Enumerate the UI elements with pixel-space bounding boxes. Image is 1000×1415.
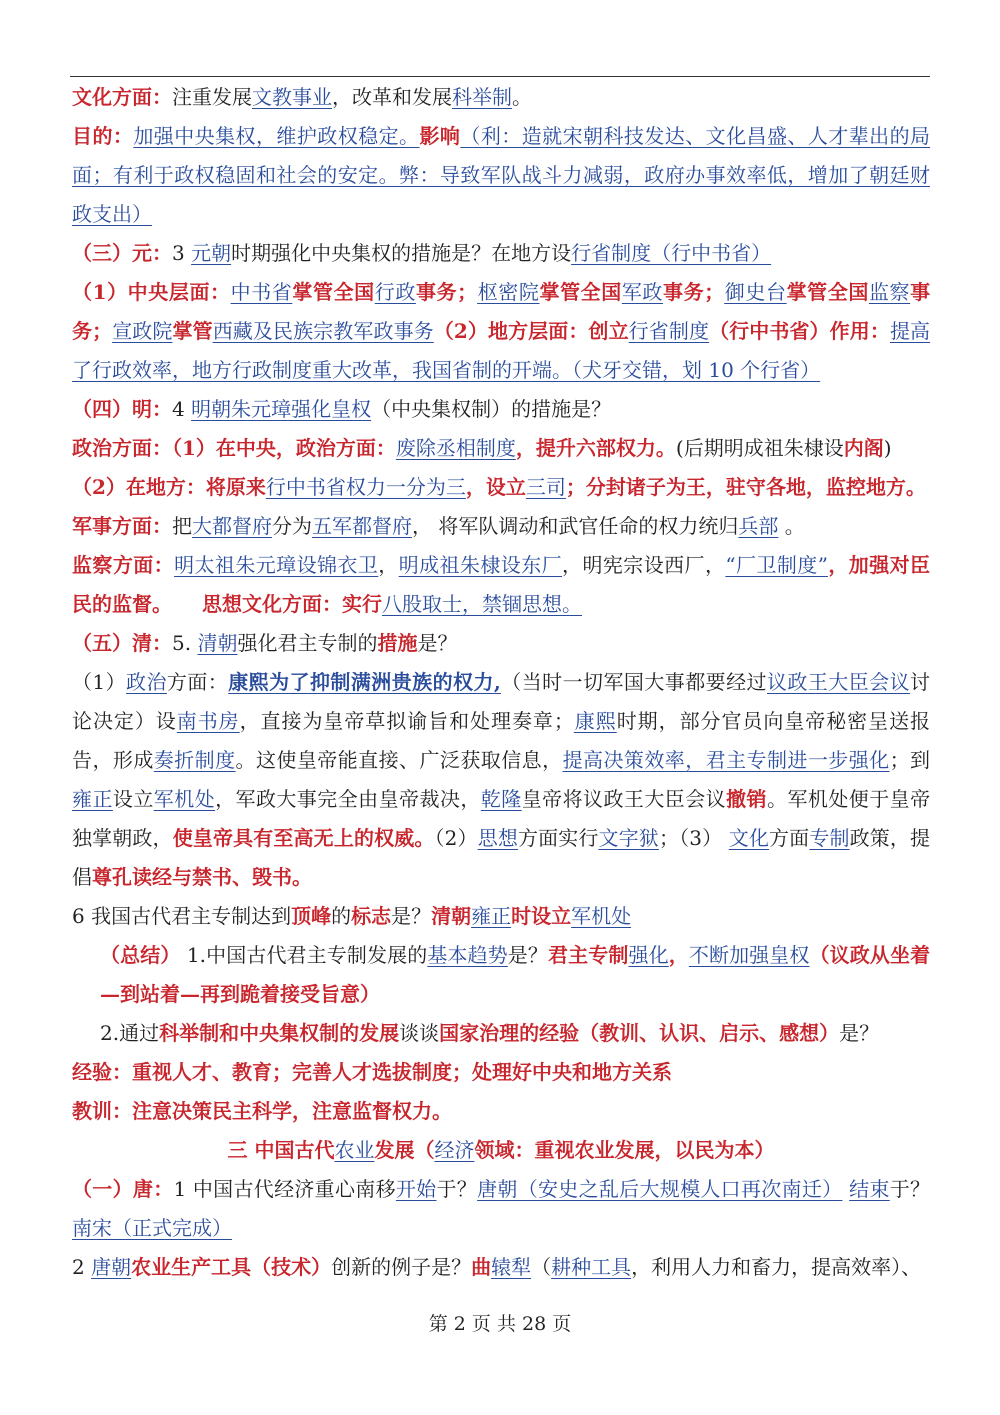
keyword: “厂卫制度” bbox=[725, 553, 828, 577]
text-span: ；到 bbox=[889, 748, 931, 772]
keyword: 八股取士，禁锢思想。 bbox=[382, 592, 582, 616]
keyword: 御史台 bbox=[724, 280, 787, 304]
answer-text: 掌管全国 bbox=[292, 280, 375, 304]
keyword: 唐朝 bbox=[91, 1255, 132, 1279]
keyword: 西藏及民族宗教军政事务 bbox=[212, 319, 434, 343]
text-span: 方面 bbox=[769, 826, 810, 850]
text-span: 。 bbox=[778, 514, 805, 538]
keyword: 军机处 bbox=[571, 904, 632, 928]
keyword: 议政王大臣会议 bbox=[766, 670, 911, 694]
answer-text: 掌管全国 bbox=[786, 280, 869, 304]
answer-text: （2）地方层面：创立 bbox=[433, 319, 629, 343]
answer-text: 使皇帝具有至高无上的权威。 bbox=[172, 826, 435, 850]
keyword: 监察 bbox=[868, 280, 911, 304]
keyword: 基本趋势 bbox=[427, 943, 508, 967]
keyword: 思想 bbox=[477, 826, 518, 850]
keyword: 唐朝（安史之乱后大规模人口再次南迁） bbox=[477, 1177, 843, 1201]
text-span: 政策，提倡 bbox=[72, 826, 931, 889]
text-span: （2） bbox=[434, 826, 478, 850]
impact-label: 影响 bbox=[419, 124, 461, 148]
keyword: 明太祖朱元璋设锦衣卫 bbox=[174, 553, 379, 577]
keyword: 行中书省权力一分为三 bbox=[265, 475, 466, 499]
text-span: ， 将军队调动和武官任命的权力统归 bbox=[412, 514, 739, 538]
keyword: 经济 bbox=[434, 1138, 475, 1162]
answer-text: 掌管全国 bbox=[539, 280, 622, 304]
keyword: 军机处 bbox=[153, 787, 216, 811]
keyword: 文教事业 bbox=[252, 85, 332, 109]
answer-text: 思想文化方面：实行 bbox=[202, 592, 382, 616]
answer-text: 掌管 bbox=[172, 319, 213, 343]
answer-text: 时设立 bbox=[511, 904, 572, 928]
section-label: （四）明： bbox=[72, 397, 172, 421]
section-label: （五）清： bbox=[72, 631, 172, 655]
text-span: 时期强化中央集权的措施是？在地方设 bbox=[231, 241, 572, 265]
experience-line: 经验：重视人才、教育；完善人才选拔制度；处理好中央和地方关系 bbox=[72, 1060, 672, 1084]
text-span: 把 bbox=[172, 514, 192, 538]
keyword: 五军都督府 bbox=[312, 514, 412, 538]
answer-text: 撤销 bbox=[726, 787, 767, 811]
text-span: ，利用人力和畜力，提高效率）、 bbox=[631, 1255, 922, 1279]
keyword: 军政 bbox=[621, 280, 664, 304]
text-span: 4 bbox=[172, 397, 192, 421]
text-span: 皇帝将议政王大臣会议 bbox=[521, 787, 727, 811]
answer-text: 事务； bbox=[663, 280, 725, 304]
section-3-heading bbox=[72, 1131, 930, 1170]
text-span: 方面实行 bbox=[517, 826, 599, 850]
keyword: 乾隆 bbox=[480, 787, 522, 811]
keyword: 奏折制度 bbox=[153, 748, 236, 772]
section-label: 监察方面： bbox=[72, 553, 175, 577]
text-span: 是？ bbox=[391, 904, 432, 928]
keyword: 元朝 bbox=[191, 241, 232, 265]
ming-military bbox=[72, 507, 930, 546]
summary-2 bbox=[72, 1014, 930, 1053]
text-span: （ bbox=[531, 1255, 552, 1279]
purpose-paragraph bbox=[72, 117, 930, 234]
text-span: 。这使皇帝能直接、广泛获取信息， bbox=[235, 748, 563, 772]
text-span: 谈谈 bbox=[399, 1021, 440, 1045]
keyword: 康熙为了抑制满洲贵族的权力, bbox=[228, 670, 501, 694]
answer-text: （议政从坐着—到站着—再到跪着接受旨意） bbox=[100, 943, 931, 1006]
tang-question-2 bbox=[72, 1248, 930, 1287]
answer-text: 曲 bbox=[471, 1255, 492, 1279]
answer-text: 君主专制 bbox=[548, 943, 629, 967]
text-span: 1 中国古代经济重心南移 bbox=[173, 1177, 396, 1201]
text-span: 方面： bbox=[166, 670, 229, 694]
keyword: 开始 bbox=[395, 1177, 437, 1201]
keyword: 行省制度（行中书省） bbox=[571, 241, 772, 265]
keyword: 行政 bbox=[374, 280, 416, 304]
keyword: 提高了行政效率，地方行政制度重大改革，我国省制的开端。（犬牙交错，划 10 个行省） bbox=[72, 319, 931, 382]
keyword: 科举制 bbox=[452, 85, 512, 109]
keyword: 文字狱 bbox=[598, 826, 659, 850]
question-6 bbox=[72, 897, 930, 936]
keyword: 雍正 bbox=[72, 787, 113, 811]
text-span: 设立 bbox=[112, 787, 154, 811]
text-span: （当时一切军国大事都要经过 bbox=[500, 670, 767, 694]
qing-question bbox=[72, 624, 930, 663]
keyword: 强化 bbox=[628, 943, 669, 967]
text-span: 讨论决定）设 bbox=[72, 670, 931, 733]
answer-text: （2）在地方：将原来 bbox=[72, 475, 266, 499]
text-span: 。 bbox=[512, 85, 532, 109]
keyword: 政治 bbox=[126, 670, 167, 694]
keyword: 康熙 bbox=[573, 709, 617, 733]
answer-text: （1）中央层面： bbox=[72, 280, 231, 304]
answer-text: 顶峰 bbox=[291, 904, 332, 928]
keyword: 宣政院 bbox=[112, 319, 173, 343]
keyword: 南书房 bbox=[176, 709, 240, 733]
lesson-line: 教训：注意决策民主科学，注意监督权力。 bbox=[72, 1099, 452, 1123]
answer-text: ；分封诸子为王，驻守各地，监控地方。 bbox=[565, 475, 926, 499]
summary-label: （总结） bbox=[100, 943, 181, 967]
yuan-question bbox=[72, 234, 930, 273]
section-label: （一）唐： bbox=[72, 1177, 174, 1201]
text-span: 2.通过 bbox=[100, 1021, 160, 1045]
heading-text: 发展（ bbox=[374, 1138, 435, 1162]
ming-local bbox=[72, 468, 930, 507]
text-span: 5. bbox=[172, 631, 198, 655]
text-span: 是？ bbox=[507, 943, 549, 967]
text-span: 分为 bbox=[272, 514, 312, 538]
section-label: （三）元： bbox=[72, 241, 172, 265]
text-span: （中央集权制）的措施是？ bbox=[371, 397, 612, 421]
text-span: 2 bbox=[72, 1255, 92, 1279]
answer-text: 内阁 bbox=[843, 436, 884, 460]
ming-politics bbox=[72, 429, 930, 468]
text-span: ，明宪宗设西厂， bbox=[562, 553, 726, 577]
keyword: 中书省 bbox=[230, 280, 293, 304]
text-span: 时期，部分官员向皇帝秘密呈送报告，形成 bbox=[72, 709, 931, 772]
heading-text: 三 中国古代 bbox=[227, 1138, 335, 1162]
keyword: 专制 bbox=[809, 826, 850, 850]
answer-text: 政治方面：（1）在中央，政治方面： bbox=[72, 436, 396, 460]
keyword: 南宋（正式完成） bbox=[72, 1216, 232, 1240]
text-span: 。军机处便于皇帝独掌朝政， bbox=[72, 787, 931, 850]
answer-text: ，提升六部权力。 bbox=[515, 436, 676, 460]
keyword: 提高决策效率，君主专制进一步强化 bbox=[562, 748, 890, 772]
purpose-label: 目的： bbox=[72, 124, 134, 148]
text-span: 的 bbox=[331, 904, 352, 928]
ming-supervision bbox=[72, 546, 930, 624]
summary-1 bbox=[72, 936, 930, 1014]
text-span: ，直接为皇帝草拟谕旨和处理奏章； bbox=[239, 709, 574, 733]
answer-text: 事务； bbox=[415, 280, 478, 304]
keyword: （利：造就宋朝科技发达、文化昌盛、人才辈出的局面；有利于政权稳固和社会的安定。弊：导致军队战斗力减弱，政府办事效率低，增加了朝廷财政支出） bbox=[72, 124, 931, 226]
keyword: 明朝朱元璋强化皇权 bbox=[191, 397, 372, 421]
keyword: 清朝 bbox=[197, 631, 238, 655]
header-rule bbox=[70, 76, 930, 77]
answer-text: ，加强对臣民的监督。 bbox=[72, 553, 931, 616]
keyword: 兵部 bbox=[738, 514, 779, 538]
yuan-answer bbox=[72, 273, 930, 390]
answer-text: （行中书省）作用： bbox=[709, 319, 890, 343]
text-span: 3 bbox=[172, 241, 192, 265]
keyword: 枢密院 bbox=[477, 280, 540, 304]
text-span: (后期明成祖朱棣设 bbox=[675, 436, 844, 460]
culture-paragraph bbox=[72, 78, 930, 117]
keyword: 雍正 bbox=[471, 904, 512, 928]
keyword: 三司 bbox=[525, 475, 566, 499]
text-span: 注重发展 bbox=[172, 85, 252, 109]
keyword: 明成祖朱棣设东厂 bbox=[398, 553, 563, 577]
keyword: 文化 bbox=[728, 826, 770, 850]
text-span: 于？ bbox=[436, 1177, 478, 1201]
keyword: 加强中央集权，维护政权稳定。 bbox=[133, 124, 420, 148]
answer-text: 措施 bbox=[377, 631, 418, 655]
text-span: （1） bbox=[72, 670, 127, 694]
ming-question bbox=[72, 390, 930, 429]
text-span: 6 我国古代君主专制达到 bbox=[72, 904, 292, 928]
answer-text: 尊孔读经与禁书、毁书。 bbox=[92, 865, 312, 889]
text-span: 是？ bbox=[839, 1021, 880, 1045]
text-span: 1.中国古代君主专制发展的 bbox=[180, 943, 428, 967]
text-span: ) bbox=[883, 436, 892, 460]
text-span: 是？ bbox=[417, 631, 458, 655]
text-span: 强化君主专制的 bbox=[237, 631, 378, 655]
culture-label: 文化方面： bbox=[72, 85, 172, 109]
section-label: 军事方面： bbox=[72, 514, 172, 538]
answer-text: 事务； bbox=[72, 280, 931, 343]
keyword: 农业 bbox=[334, 1138, 375, 1162]
tang-question-1 bbox=[72, 1170, 930, 1248]
text-span: 创新的例子是？ bbox=[331, 1255, 472, 1279]
keyword: 大都督府 bbox=[192, 514, 272, 538]
answer-text: 农业生产工具（技术） bbox=[131, 1255, 332, 1279]
page-footer: 第 2 页 共 28 页 bbox=[428, 1313, 572, 1335]
answer-text: 国家治理的经验（教训、认识、启示、感想） bbox=[439, 1021, 840, 1045]
answer-text: ，设立 bbox=[465, 475, 526, 499]
heading-text: 领域：重视农业发展，以民为本） bbox=[474, 1138, 775, 1162]
keyword: 行省制度 bbox=[628, 319, 710, 343]
answer-text: 科举制和中央集权制的发展 bbox=[159, 1021, 400, 1045]
qing-answer bbox=[72, 663, 930, 897]
keyword: 结束 bbox=[849, 1177, 890, 1201]
keyword: 耕种工具 bbox=[551, 1255, 632, 1279]
keyword: 不断加强皇权 bbox=[688, 943, 810, 967]
answer-text: ， bbox=[668, 943, 689, 967]
answer-text: 清朝 bbox=[431, 904, 472, 928]
text-span: 于？ bbox=[889, 1177, 931, 1201]
text-span: ；（3） bbox=[658, 826, 729, 850]
keyword: 辕犁 bbox=[491, 1255, 532, 1279]
text-span: ，军政大事完全由皇帝裁决， bbox=[215, 787, 481, 811]
keyword: 废除丞相制度 bbox=[395, 436, 516, 460]
answer-text: 标志 bbox=[351, 904, 392, 928]
text-span: ， bbox=[378, 553, 399, 577]
document-body bbox=[72, 78, 930, 1287]
text-span: ，改革和发展 bbox=[332, 85, 452, 109]
